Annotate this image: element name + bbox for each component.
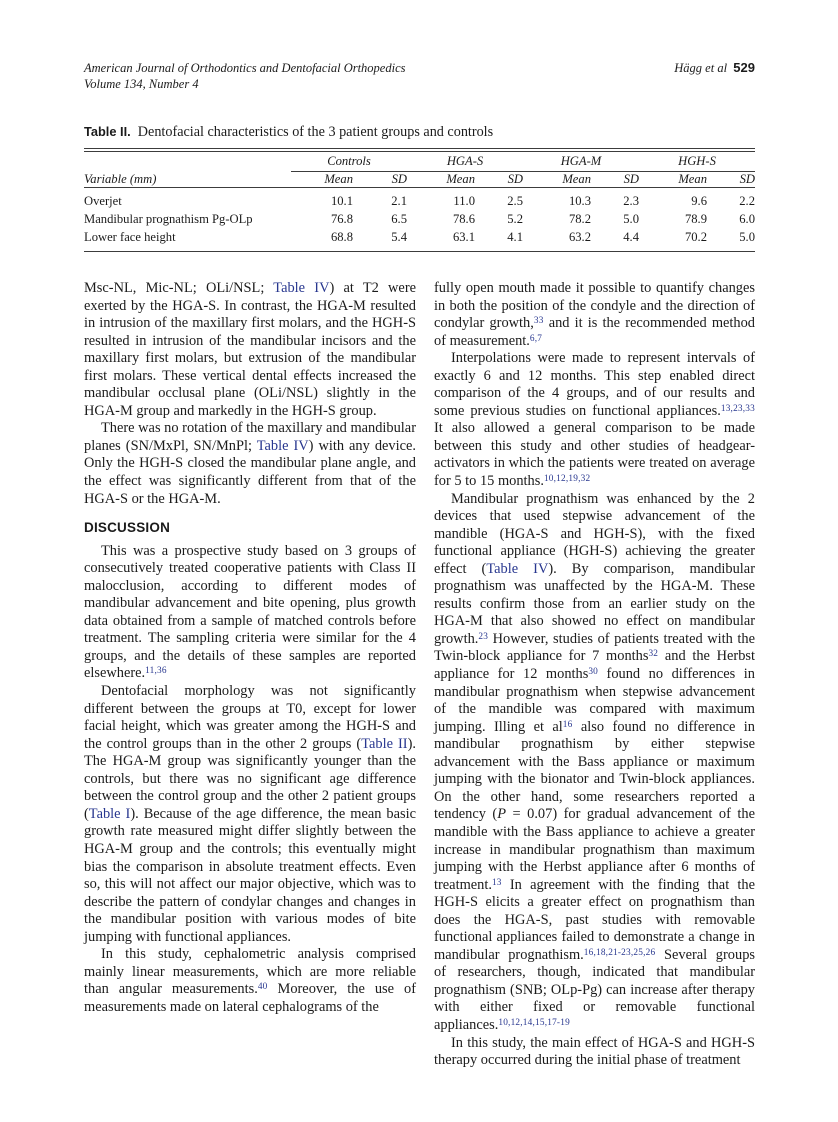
authors-page [674,60,755,76]
authors: Hägg et al [674,61,728,75]
body-text: Moreover, the use of measurements made on lateral cephalograms of the [84,981,416,1015]
body-text: ). The HGA-M group was significantly younger than the controls, but there was no significant age difference between the control group and the other 2 patient groups ( [84,735,416,822]
discussion-heading: DISCUSSION [84,520,171,536]
table-caption-text: Dentofacial characteristics of the 3 patient groups and controls [137,124,494,140]
table-caption [84,124,755,141]
body-text: = 0.07) for gradual advancement of the mandible with the Bass appliance to achieve a greater increase in mandibular prognathism than maximum jumping with the Herbst appliance after 6 months of treatment. [434,806,755,893]
cell-value: 5.0 [739,230,755,244]
cell-value: 5.2 [507,212,523,226]
sub-header-sd: SD [391,172,407,186]
body-text: and it is the recommended method of measurement. [434,315,756,349]
body-text: Dentofacial morphology was not significantly different between the groups at T0, except for lower facial height, which was greater among the HGH-S and the control groups than in the other 2 groups ( [84,683,416,752]
table-bottom-rule [84,251,755,253]
italic-text: P [497,806,507,823]
table-ref-link[interactable]: Table IV [273,280,330,296]
cell-value: 6.0 [739,212,755,226]
journal-title: American Journal of Orthodontics and Dentofacial Orthopedics [84,61,406,75]
citation-link[interactable]: 10,12,14,15,17-19 [498,1017,570,1028]
paragraph [84,280,416,420]
group-header-controls: Controls [291,154,407,172]
citation-link[interactable]: 6,7 [529,333,543,344]
table-row [84,229,755,247]
journal-info [84,60,406,92]
body-text: It also allowed a general comparison to be made between this study and other studies of headgear-activators in which the patients were treated on average for 5 to 15 months. [434,420,755,490]
variable-header: Variable (mm) [84,172,157,186]
cell-value: 10.3 [568,194,591,208]
group-header-row [84,154,755,172]
table-ref-link[interactable]: Table I [88,805,131,822]
paragraph [84,543,416,683]
body-text: Mandibular prognathism was enhanced by the 2 devices that used stepwise advancement of the mandible (HGA-S and HGH-S), with the fixed functional appliance (HGH-S) achieving the greater effect ( [434,490,755,577]
citation-link[interactable]: 13 [491,877,502,888]
sub-header-mean: Mean [446,172,475,186]
body-text: Msc-NL, Mic-NL; OLi/NSL; [84,280,274,296]
body-text: found no differences in mandibular prognathism when stepwise advancement of the mandible was compared with maximum jumping. Illing et al [434,666,755,735]
body-text: ). By comparison, mandibular prognathism was unaffected by the HGA-M. These results confirm those from an earlier study on the HGA-M that also showed no effect on mandibular growth. [434,560,755,647]
body-text: In agreement with the finding that the HGH-S elicits a greater effect on prognathism than does the HGA-S, past studies with removable functional appliances failed to demonstrate a change in mandibular prognathism. [434,876,755,963]
right-column [434,280,755,1070]
cell-value: 76.8 [330,212,353,226]
body-text: ) with any device. Only the HGH-S closed the mandibular plane angle, and the effect was significantly different from that of the HGA-S or the HGA-M. [84,437,416,507]
paragraph [84,420,416,508]
left-column [84,280,416,1070]
cell-value: 5.0 [623,212,639,226]
group-header-hgh-s: HGH-S [639,154,755,172]
table-ref-link[interactable]: Table II [361,735,408,752]
paragraph [84,946,416,1016]
sub-header-sd: SD [623,172,639,186]
page-number: 529 [733,60,755,75]
sub-header-mean: Mean [324,172,353,186]
table-body [84,188,755,248]
body-text: In this study, cephalometric analysis comprised mainly linear measurements, which are more reliable than angular measurements. [84,946,416,998]
table-ref-link[interactable]: Table IV [256,437,309,454]
body-text: ). Because of the age difference, the mean basic growth rate measured might differ slightly between the HGA-M group and the controls; this eventually might bias the comparison in absolute treatment effects. Even so, this will not affect our major objective, which was to describe the pattern of condylar changes and changes in the mandibular position with various modes of bite jumping with functional appliances. [84,805,416,945]
citation-link[interactable]: 32 [648,649,659,660]
cell-value: 63.1 [452,230,475,244]
paragraph [84,683,416,946]
cell-value: 10.1 [330,194,353,208]
body-text: There was no rotation of the maxillary and mandibular planes (SN/MxPl, SN/MnPl; [84,420,416,454]
body-text: In this study, the main effect of HGA-S and HGH-S therapy occurred during the initial phase of treatment [434,1034,755,1069]
cell-value: 78.6 [452,212,475,226]
row-variable: Lower face height [84,230,176,244]
body-text: also found no difference in mandibular prognathism by either stepwise advancement with the Bass appliance or maximum jumping with the bionator and Twin-block appliances. On the other hand, some researchers reported a tendency ( [434,718,756,823]
cell-value: 68.8 [330,230,353,244]
citation-link[interactable]: 40 [257,982,268,993]
body-text: and the Herbst appliance for 12 months [434,648,755,683]
cell-value: 5.4 [391,230,407,244]
body-text: This was a prospective study based on 3 groups of consecutively treated cooperative patients with Class II malocclusion, according to different modes of mandibular advancement and bite opening, plus growth data obtained from a sample of matched controls before treatment. The sampling criteria were similar for the 4 groups, and the details of these samples are reported elsewhere. [84,542,416,682]
citation-link[interactable]: 13,23,33 [720,403,755,414]
cell-value: 9.6 [691,194,707,208]
cell-value: 2.1 [391,194,407,208]
table-row [84,193,755,211]
sub-header-row [84,172,755,188]
sub-header-mean: Mean [562,172,591,186]
paragraph [434,280,755,350]
journal-volume: Volume 134, Number 4 [84,77,199,91]
group-header-hga-s: HGA-S [407,154,523,172]
table-top-rule [84,148,755,152]
group-spacer [84,154,291,172]
cell-value: 4.4 [623,230,639,244]
table-label: Table II. [84,124,131,139]
table-2 [84,124,755,253]
cell-value: 78.2 [568,212,591,226]
group-header-hga-m: HGA-M [523,154,639,172]
body-text: Several groups of researchers, though, indicated that mandibular prognathism (SNB; OLp-Pg) can increase after therapy with either fixed or removable functional appliances. [434,946,755,1033]
cell-value: 63.2 [568,230,591,244]
body-text: However, studies of patients treated with the Twin-block appliance for 7 months [434,630,755,665]
paragraph [434,350,755,490]
paragraph [434,491,755,1035]
body-text: fully open mouth made it possible to quantify changes in both the position of the condyle and the direction of condylar growth, [434,280,755,332]
citation-link[interactable]: 23 [478,631,489,642]
citation-link[interactable]: 33 [533,316,544,327]
body-text: Interpolations were made to represent intervals of exactly 6 and 12 months. This step enabled direct comparison of the 4 groups, and of our results and some previous studies on functional appliances. [434,350,755,419]
paragraph [434,1035,755,1070]
table-ref-link[interactable]: Table IV [486,560,549,577]
sub-header-sd: SD [507,172,523,186]
cell-value: 4.1 [507,230,523,244]
body-text: ) at T2 were exerted by the HGA-S. In contrast, the HGA-M resulted in intrusion of the maxillary first molars, and the HGH-S resulted in intrusion of the mandibular incisors and the maxillary first molars, but extrusion of the mandibular first molars. These vertical dental effects increased the mandibular occlusal plane (OLi/NSL) slightly in the HGA-M group and markedly in the HGH-S group. [84,280,416,419]
citation-link[interactable]: 11,36 [145,666,167,677]
sub-header-sd: SD [739,172,755,186]
row-variable: Overjet [84,194,122,208]
dentofacial-table [84,154,755,247]
table-head [84,154,755,188]
sub-header-mean: Mean [678,172,707,186]
citation-link[interactable]: 30 [588,667,599,678]
cell-value: 78.9 [684,212,707,226]
citation-link[interactable]: 10,12,19,32 [543,474,591,485]
cell-value: 2.3 [623,194,639,208]
cell-value: 2.2 [739,194,755,208]
cell-value: 70.2 [684,230,707,244]
citation-link[interactable]: 16 [562,719,573,730]
running-head [84,60,755,92]
cell-value: 11.0 [453,194,475,208]
article-body [84,280,755,1070]
cell-value: 6.5 [391,212,407,226]
citation-link[interactable]: 16,18,21-23,25,26 [583,947,656,958]
table-row [84,211,755,229]
row-variable: Mandibular prognathism Pg-OLp [84,212,253,226]
cell-value: 2.5 [507,194,523,208]
